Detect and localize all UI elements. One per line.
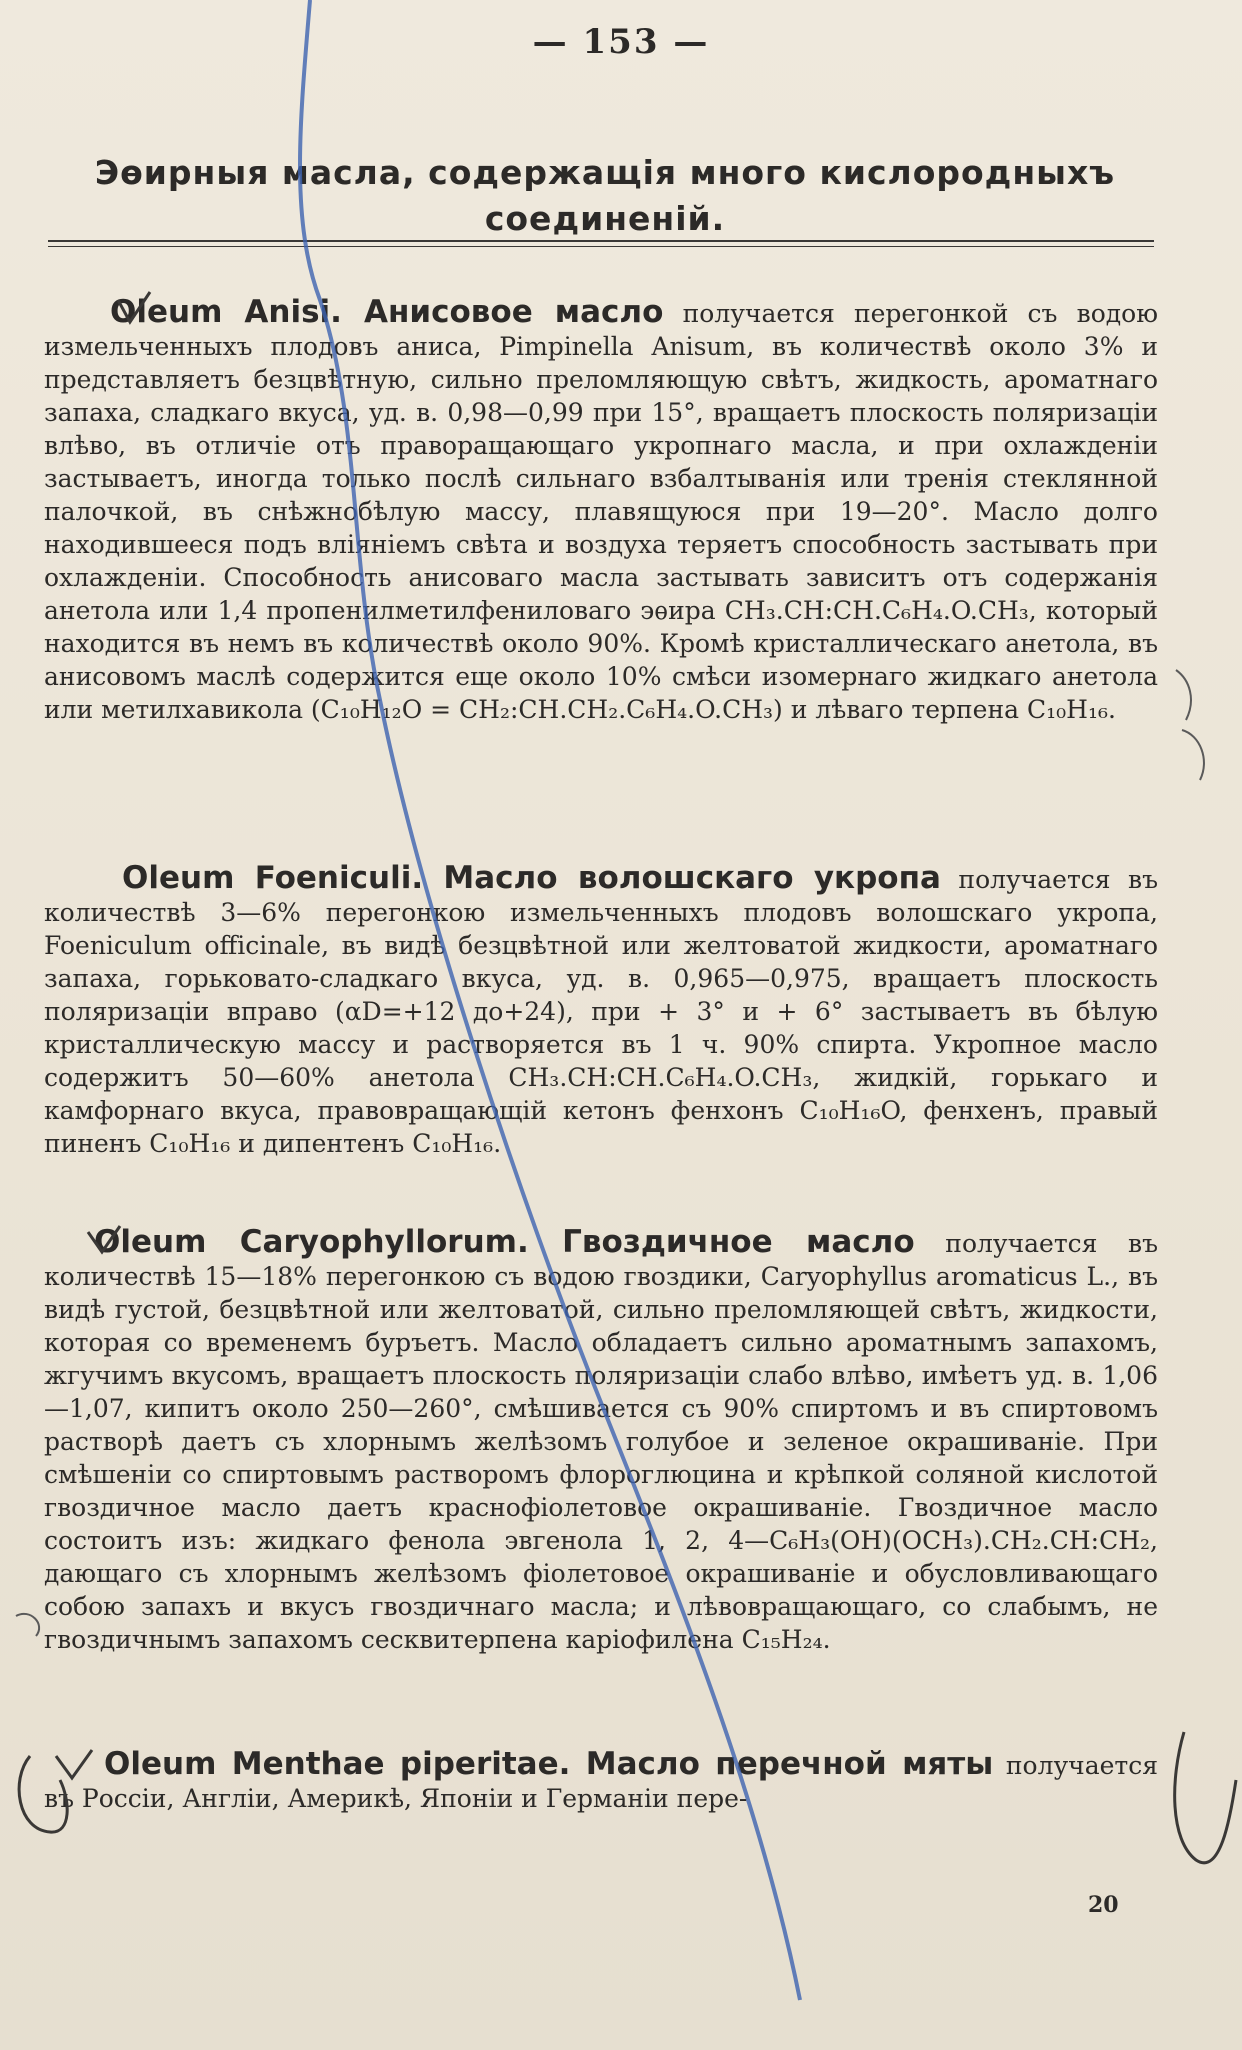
entry-oleum-caryophyllorum	[44, 1226, 1158, 1656]
entry-text: получается въ количествѣ 15—18% перегонкою съ водою гвоздики, Caryophyllus aromaticus L., въ видѣ густой, безцвѣтной или желтоватой, сильно преломляющей свѣтъ, жидкости, которая со временемъ буръетъ. Масло обладаетъ сильно ароматнымъ запахомъ, жгучимъ вкусомъ, вращаетъ плоскость поляризаціи слабо влѣво, имѣетъ уд. в. 1,06—1,07, кипитъ около 250—260°, смѣшивается съ 90% спиртомъ и въ спиртовомъ растворѣ даетъ съ хлорнымъ желѣзомъ голубое и зеленое окрашиваніе. При смѣшеніи со спиртовымъ растворомъ флороглюцина и крѣпкой соляной кислотой гвоздичное масло даетъ краснофіолетовое окрашиваніе. Гвоздичное масло состоитъ изъ: жидкаго фенола эвгенола 1, 2, 4—C₆H₃(OH)(OCH₃).CH₂.CH:CH₂, дающаго съ хлорнымъ желѣзомъ фіолетовое окрашиваніе и обусловливающаго собою запахъ и вкусъ гвоздичнаго масла; и лѣвовращающаго, со слабымъ, не гвоздичнымъ запахомъ сесквитерпена каріофилена C₁₅H₂₄.	[44, 1229, 1158, 1654]
title-rule-thin	[48, 246, 1154, 247]
entry-heading: Oleum Foeniculi. Масло волошскаго укропа	[122, 860, 941, 896]
title-rule	[48, 240, 1154, 242]
section-title: Эѳирныя масла, содержащія много кислородныхъ соединеній.	[94, 153, 1116, 238]
margin-scribble-icon	[16, 1614, 39, 1636]
entry-oleum-menthae	[44, 1748, 1158, 1815]
entry-heading: Oleum Caryophyllorum. Гвоздичное масло	[94, 1224, 915, 1260]
entry-text: получается перегонкой съ водою измельченныхъ плодовъ аниса, Pimpinella Anisum, въ количествѣ около 3% и представляетъ безцвѣтную, сильно преломляющую свѣтъ, жидкость, ароматнаго запаха, сладкаго вкуса, уд. в. 0,98—0,99 при 15°, вращаетъ плоскость поляризаціи влѣво, въ отличіе отъ праворащающаго укропнаго масла, и при охлажденіи застываетъ, иногда только послѣ сильнаго взбалтыванія или тренія стеклянной палочкой, въ снѣжнобѣлую массу, плавящуюся при 19—20°. Масло долго находившееся подъ вліяніемъ свѣта и воздуха теряетъ способность застывать при охлажденіи. Способность анисоваго масла застывать зависитъ отъ содержанія анетола или 1,4 пропенилметилфениловаго эѳира CH₃.CH:CH.C₆H₄.O.CH₃, который находится въ немъ въ количествѣ около 90%. Кромѣ кристаллическаго анетола, въ анисовомъ маслѣ содержится еще около 10% смѣси изомернаго жидкаго анетола или метилхавикола (C₁₀H₁₂O = CH₂:CH.CH₂.C₆H₄.O.CH₃) и лѣваго терпена C₁₀H₁₆.	[44, 299, 1158, 724]
entry-text: получается въ Россіи, Англіи, Америкѣ, Японіи и Германіи пере-	[44, 1751, 1158, 1813]
margin-scribble-icon	[1176, 670, 1204, 780]
margin-scribble-icon	[1175, 1732, 1236, 1863]
entry-oleum-anisi	[44, 296, 1158, 726]
signature-mark: 20	[1088, 1892, 1119, 1918]
page-header: — 153 —	[532, 22, 710, 62]
entry-oleum-foeniculi	[44, 862, 1158, 1160]
entry-heading: Oleum Anisi. Анисовое масло	[110, 294, 664, 330]
entry-heading: Oleum Menthae piperitae. Масло перечной мяты	[104, 1746, 994, 1782]
entry-text: получается въ количествѣ 3—6% перегонкою измельченныхъ плодовъ волошскаго укропа, Foeniculum officinale, въ видѣ безцвѣтной или желтоватой жидкости, ароматнаго запаха, горьковато-сладкаго вкуса, уд. в. 0,965—0,975, вращаетъ плоскость поляризаціи вправо (αD=+12 до+24), при + 3° и + 6° застываетъ въ бѣлую кристаллическую массу и растворяется въ 1 ч. 90% спирта. Укропное масло содержитъ 50—60% анетола CH₃.CH:CH.C₆H₄.O.CH₃, жидкій, горькаго и камфорнаго вкуса, правовращающій кетонъ фенхонъ C₁₀H₁₆O, фенхенъ, правый пиненъ C₁₀H₁₆ и дипентенъ C₁₀H₁₆.	[44, 865, 1158, 1158]
